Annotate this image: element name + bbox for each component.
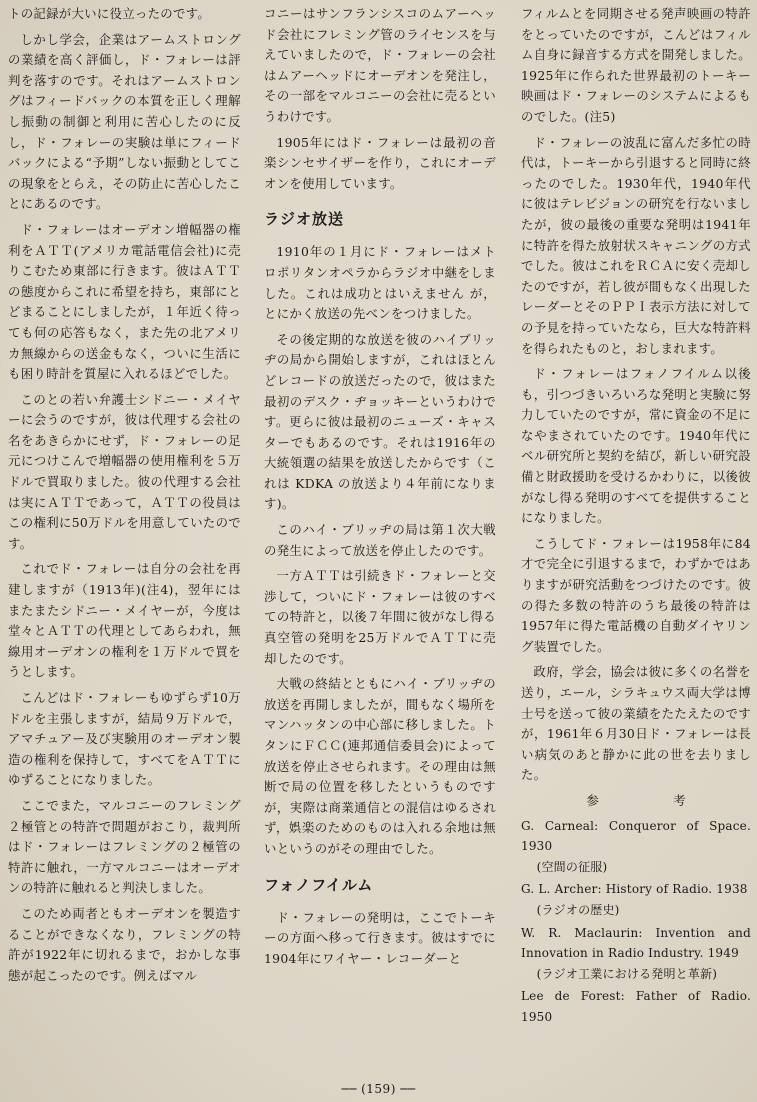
paragraph: フィルムとを同期させる発声映画の特許をとっていたのですが，こんどはフィルム自身に録音する方式を開発しました。1925年に作られた世界最初のトーキー映画はド・フォレーのシステムによるものでした。(注5) xyxy=(521,6,751,124)
paragraph: 政府，学会，協会は彼に多くの名誉を送り，エール，シラキュウス両大学は博士号を送って彼の業績をたたえたのですが，1961年６月30日ド・フォレーは長い病気のあと静かに此の世を去りました。 xyxy=(521,664,751,783)
paragraph: 1905年にはド・フォレーは最初の音楽シンセサイザーを作り，これにオーデオンを使用しています。 xyxy=(264,134,496,191)
column-left xyxy=(8,4,241,1062)
references-title: 参 考 xyxy=(586,792,717,808)
paragraph: このとの若い弁護士シドニー・メイヤーに会うのですが，彼は代理する会社の名をあきらかにせず，ド・フォレーの足元につけこんで増幅器の使用権利を５万ドルで買取りました。彼の代理する会社は実にＡＴＴであって，ＡＴＴの役員はこの権利に50万ドルを用意していたのです。 xyxy=(8,391,241,551)
reference-translation: (空間の征服) xyxy=(536,859,608,874)
paragraph: 一方ＡＴＴは引続きド・フォレーと交渉して，ついにド・フォレーは彼のすべての特許と，以後７年間に彼がなし得る真空管の発明を25万ドルでＡＴＴに売却したのです。 xyxy=(264,568,496,666)
reference-citation: Lee de Forest: Father of Radio. 1950 xyxy=(521,989,751,1024)
section-heading-radio: ラジオ放送 xyxy=(264,210,345,229)
paragraph: こうしてド・フォレーは1958年に84才で完全に引退するまで，わずかではありますが研究活動をつづけたのです。彼の得た多数の特許のうち最後の特許は1957年に得た電話機の自動ダイヤリング装置でした。 xyxy=(521,535,751,654)
reference-item xyxy=(521,816,751,878)
reference-item xyxy=(521,986,751,1027)
paragraph: ド・フォレーの波乱に富んだ多忙の時代は，トーキーから引退すると同時に終ったのでした。1930年代，1940年代に彼はテレビジョンの研究を行ないましたが，彼の最後の重要な発明は1941年に特許を得た放射状スキャニングの方式でした。彼はこれをＲＣＡに安く売却したのですが，若し彼が間もなく出現したレーダーとそのＰＰＩ表示方法に対しての予見を持っていたなら，巨大な特許料を得られたものと，おしまれます。 xyxy=(521,134,751,356)
paragraph: ド・フォレーはフォノフイルム以後も，引つづきいろいろな発明と実験に努力していたのですが，常に資金の不足になやまされていたのです。1940年代にベル研究所と契約を結び，新しい研究設備と財政援助を受けるかわりに，以後彼がなし得る発明のすべてを提供することになりました。 xyxy=(521,366,751,526)
reference-item xyxy=(521,923,751,985)
paragraph: 1910年の１月にド・フォレーはメトロポリタンオペラからラジオ中継をしました。これは成功とはいえません が，とにかく放送の先べンをつけました。 xyxy=(264,244,496,322)
paragraph: こんどはド・フォレーもゆずらず10万ドルを主張しますが，結局９万ドルで，アマチュアー及び実験用のオーデオン製造の権利を保持して，すべてをＡＴＴにゆずることになりました。 xyxy=(8,690,241,788)
paragraph: これでド・フォレーは自分の会社を再建しますが（1913年)(注4)，翌年にはまたまたシドニー・メイヤーが，今度は堂々とＡＴＴの代理としてあらわれ，無線用オーデオンの権利を１万ドルで買をうとします。 xyxy=(8,561,241,680)
column-middle-phonofilm-body xyxy=(264,908,496,970)
reference-citation: G. L. Archer: History of Radio. 1938 xyxy=(521,882,748,897)
paragraph: このため両者ともオーデオンを製造することができなくなり，フレミングの特許が1922年に切れるまで，おかしな事態が起こったのです。例えばマル xyxy=(8,905,241,983)
column-right xyxy=(521,4,751,1062)
reference-citation: G. Carneal: Conqueror of Space. 1930 xyxy=(521,818,751,854)
paragraph: その後定期的な放送を彼のハイブリッヂの局から開始しますが，これはほとんどレコードの放送だったので，彼はまた最初のデスク・ヂョッキーというわけです。更らに彼は最初のニューズ・キャスターでもあるのです。それは1916年の大統領選の結果を放送したからです（これは KDKA の放送より４年前になります)。 xyxy=(264,331,496,512)
reference-item xyxy=(521,879,751,920)
reference-translation: (ラジオの歴史) xyxy=(536,902,620,917)
column-middle xyxy=(264,4,496,1062)
column-middle-radio-body xyxy=(264,242,496,859)
paragraph: しかし学会，企業はアームストロングの業績を高く評価し，ド・フォレーは評判を落すのです。それはアームストロングはフィードバックの本質を正しく理解し振動の制御と利用に苦心したのに反し，ド・フォレーの実験は単にフィードバックによる“予期”しない振動としてこの現象をとらえ，その防止に苦心したことにあるのです。 xyxy=(8,31,241,212)
references-list xyxy=(521,816,751,1028)
paragraph: ド・フォレーの発明は，ここでトーキーの方面へ移って行きます。彼はすでに1904年にワイヤー・レコーダーと xyxy=(264,909,496,966)
paragraph: 大戦の終結とともにハイ・ブリッヂの放送を再開しましたが，間もなく場所をマンハッタンの中心部に移しました。トタンにＦＣＣ(連邦通信委員会)によって放送を停止させられます。その理由は無断で局の位置を移したというものですが，実際は商業通信との混信はゆるされず，娯楽のためのものは入れる余地は無いというのがその理由でした。 xyxy=(264,676,496,856)
page-number: ── (159) ── xyxy=(341,1082,416,1096)
paragraph: トの記録が大いに役立ったのです。 xyxy=(8,6,211,21)
paragraph: ここでまた，マルコニーのフレミング２極管との特許で問題がおこり，裁判所はド・フォレーはフレミングの２極管の特許に触れ，一方マルコニーはオーデオンの特許に触れると判決しました。 xyxy=(8,797,241,896)
reference-translation: (ラジオ工業における発明と革新) xyxy=(536,966,718,981)
column-middle-top xyxy=(264,4,496,194)
column-right-body xyxy=(521,4,751,786)
paragraph: このハイ・ブリッヂの局は第１次大戦の発生によって放送を停止したのです。 xyxy=(264,522,496,558)
paragraph: ド・フォレーはオーデオン増幅器の権利をＡＴＴ(アメリカ電話電信会社)に売りこむため東部に行きます。彼はＡＴＴの態度からこれに希望を持ち，東部にとどまることにしましたが，１年近く待っても何の応答もなく，また先の北アメリカ無線からの送金もなく，ついに生活にも困り時計を質屋に入れるほどでした。 xyxy=(8,221,241,382)
paragraph: コニーはサンフランシスコのムアーヘッド会社にフレミング管のライセンスを与えていましたので，ド・フォレーの会社はムアーヘッドにオーデオンを発注し，その一部をマルコニーの会社に売るというわけです。 xyxy=(264,6,496,124)
section-heading-phonofilm: フォノフイルム xyxy=(264,875,374,894)
reference-citation: W. R. Maclaurin: Invention and Innovation in Radio Industry. 1949 xyxy=(521,925,751,961)
